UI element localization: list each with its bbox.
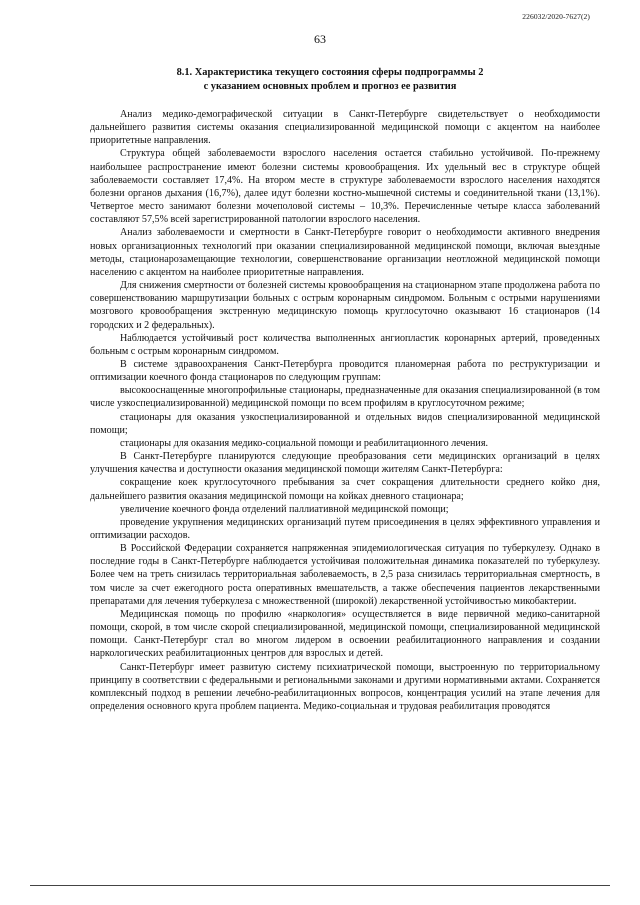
document-id: 226032/2020-7627(2) [522,12,590,21]
section-heading [140,66,520,94]
paragraph: Анализ медико-демографической ситуации в Санкт-Петербурге свидетельствует о необходимости дальнейшего развития системы оказания специализированной медицинской помощи с акцентом на наиболее приоритетные направления. [90,109,600,147]
list-item: увеличение коечного фонда отделений паллиативной медицинской помощи; [120,503,449,515]
bottom-scan-line [30,885,610,886]
list-item: стационары для оказания медико-социальной помощи и реабилитационного лечения. [120,437,489,449]
paragraph: Медицинская помощь по профилю «наркология» осуществляется в виде первичной медико-санитарной помощи, скорой, в том числе скорой специализированной, медицинской помощи, специализированной медицинской помощи. Санкт-Петербург стал во многом лидером в освоении реабилитационного направления и создании наркологических реабилитационных центров для взрослых и детей. [90,608,600,660]
paragraph: В Санкт-Петербурге планируются следующие преобразования сети медицинских организаций в целях улучшения качества и доступности оказания медицинской помощи жителям Санкт-Петербурга: [90,451,600,476]
paragraph: В системе здравоохранения Санкт-Петербурга проводится планомерная работа по реструктуризации и оптимизации коечного фонда стационаров по следующим группам: [90,358,600,384]
list-item: проведение укрупнения медицинских организаций путем присоединения в целях эффективного управления и оптимизации расходов. [90,516,600,541]
paragraph: Для снижения смертности от болезней системы кровообращения на стационарном этапе продолжена работа по совершенствованию маршрутизации больных с острым коронарным синдромом. Больным с острыми нарушениями мозгового кровообращения экстренную медицинскую помощь круглосуточно оказывают 16 стационаров (14 городских и 2 федеральных). [90,280,600,331]
list-item: высокооснащенные многопрофильные стационары, предназначенные для оказания специализированной (в том числе узкоспециализированной) медицинской помощи по всем профилям в круглосуточном режиме; [90,385,600,410]
list-item: сокращение коек круглосуточного пребывания за счет сокращения длительности среднего койко дня, дальнейшего развития оказания медицинской помощи на койках дневного стационара; [90,477,600,502]
paragraph: В Российской Федерации сохраняется напряженная эпидемиологическая ситуация по туберкулезу. Однако в последние годы в Санкт-Петербурге наблюдается устойчивая положительная динамика показателей по туберкулезу. Более чем на треть снизилась территориальная заболеваемость, в 2,5 раза снизилась территориальная смертность, в том числе за счет ежегодного роста оперативных вмешательств, а также обеспечения пациентов лекарственными препаратами для лечения туберкулеза с множественной (широкой) лекарственной устойчивостью микобактерии. [90,543,600,607]
page-number: 63 [314,32,326,46]
paragraph: Наблюдается устойчивый рост количества выполненных ангиопластик коронарных артерий, проведенных больным с острым коронарным синдромом. [90,332,600,357]
paragraph: Структура общей заболеваемости взрослого населения остается стабильно устойчивой. По-прежнему наибольшее распространение имеют болезни системы кровообращения. Их удельный вес в структуре общей заболеваемости составляет 17,4%. На втором месте в структуре заболеваемости взрослого населения находятся болезни органов дыхания (16,7%), далее идут болезни костно-мышечной системы и соединительной ткани (13,1%). Четвертое место занимают болезни мочеполовой системы – 10,3%. Перечисленные четыре класса заболеваний составляют 57,5% всей зарегистрированной патологии взрослого населения. [90,148,600,226]
section-title-line-2: с указанием основных проблем и прогноз ее развития [203,81,457,92]
body-text [90,108,600,713]
paragraph: Анализ заболеваемости и смертности в Санкт-Петербурге говорит о необходимости активного внедрения новых организационных технологий при оказании специализированной медицинской помощи, включая выездные методы, стационарозамещающие технологии, совершенствование организации неотложной медицинской помощи населению с акцентом на наиболее приоритетные направления. [90,227,600,278]
paragraph: Санкт-Петербург имеет развитую систему психиатрической помощи, выстроенную по территориальному принципу в соответствии с федеральными и региональными законами и другими нормативными актами. Сохраняется комплексный подход в решении лечебно-реабилитационных вопросов, концентрация усилий на этапе лечения для определения основного круга проблем пациента. Медико-социальная и трудовая реабилитация проводятся [90,661,600,713]
list-item: стационары для оказания узкоспециализированной и отдельных видов специализированной медицинской помощи; [90,411,600,436]
section-title-line-1: 8.1. Характеристика текущего состояния сферы подпрограммы 2 [176,67,484,78]
